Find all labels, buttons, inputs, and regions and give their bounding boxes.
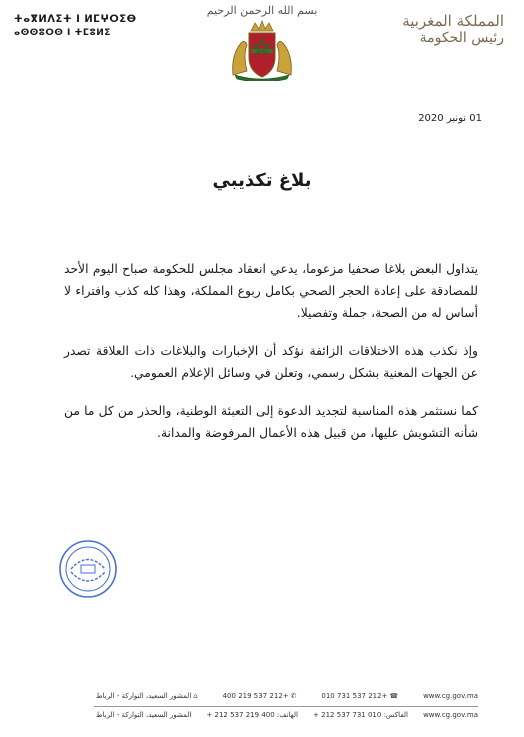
document-date: 01 نونبر 2020	[418, 113, 482, 124]
footer-line-2	[96, 711, 478, 719]
footer-address-2: المشور السعيد، التواركة - الرباط	[96, 711, 192, 719]
letterhead-arabic	[384, 12, 504, 47]
kingdom-name: المملكة المغربية	[402, 12, 504, 30]
location-icon: ⌂	[193, 692, 198, 700]
document-title: بلاغ تكذيبي	[212, 170, 312, 191]
paragraph-1: يتداول البعض بلاغا صحفيا مزعوما، يدعي انعقاد مجلس للحكومة صباح اليوم الأحد للمصادقة على إعادة الحجر الصحي بكامل ربوع المملكة، وهذا كله كذب وافتراء لا أساس له من الصحة، جملة وتفصيلا.	[64, 262, 478, 320]
footer-website-2[interactable]: www.cg.gov.ma	[423, 711, 478, 719]
footer-phone: ✆+212 537 219 400	[222, 692, 297, 700]
footer-divider	[94, 706, 478, 707]
emblem-block	[200, 4, 324, 81]
moroccan-coat-of-arms-icon	[227, 19, 297, 81]
footer-phone-2: الهاتف: 400 219 537 212 +	[206, 711, 298, 719]
head-of-government-title: رئيس الحكومة	[419, 30, 504, 46]
footer-fax: ☎+212 537 731 010	[321, 692, 399, 700]
phone-icon: ✆	[290, 692, 297, 700]
footer-line-1	[96, 692, 478, 700]
paragraph-3: كما نستثمر هذه المناسبة لتجديد الدعوة إلى التعبئة الوطنية، والحذر من كل ما من شأنه التشويش عليها، من قبيل هذه الأعمال المرفوضة والمدانة.	[64, 404, 478, 440]
basmala: بسم الله الرحمن الرحيم	[206, 4, 318, 17]
paragraph-2: وإذ نكذب هذه الاختلاقات الزائفة نؤكد أن الإخبارات والبلاغات ذات العلاقة تصدر عن الجهات المعنية بشكل رسمي، وتعلن في وسائل الإعلام العمومي.	[64, 344, 478, 380]
tifinagh-line-1: ⵜⴰⴳⵍⴷⵉⵜ ⵏ ⵍⵎⵖⵔⵉⴱ	[14, 14, 137, 25]
footer-website[interactable]: www.cg.gov.ma	[423, 692, 478, 700]
tifinagh-header	[14, 12, 144, 41]
tifinagh-line-2: ⴰⵙⵙⵓⵔⵙ ⵏ ⵜⵎⵓⵍⵉ	[14, 28, 111, 38]
footer-address: ⌂المشور السعيد، التواركة - الرباط	[96, 692, 198, 700]
document-body	[64, 258, 478, 460]
official-stamp-icon	[57, 538, 119, 600]
footer-fax-2: الفاكس: 010 731 537 212 +	[313, 711, 408, 719]
fax-icon: ☎	[389, 692, 399, 700]
